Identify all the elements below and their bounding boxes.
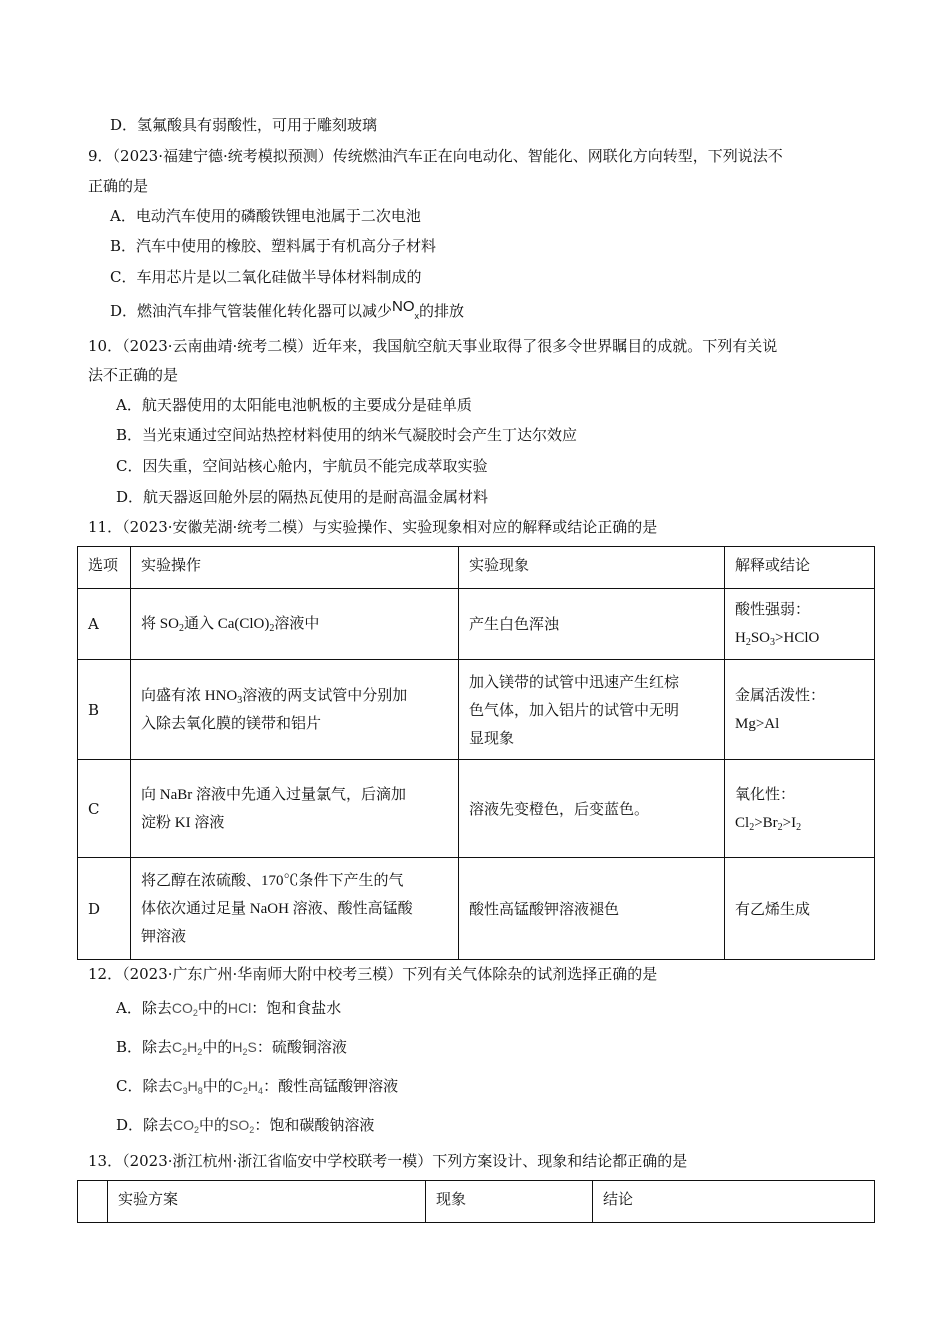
q9-option-c: C．车用芯片是以二氧化硅做半导体材料制成的	[110, 268, 422, 286]
row-operation: 向盛有浓 $HNO_3$溶液的两支试管中分别加 入除去氧化膜的镁带和铝片	[131, 660, 459, 760]
row-phenomenon: 溶液先变橙色，后变蓝色。	[459, 760, 725, 858]
header-phenomenon: 实验现象	[459, 547, 725, 589]
header-plan: 实验方案	[108, 1181, 426, 1223]
q9-option-a: A．电动汽车使用的磷酸铁锂电池属于二次电池	[110, 207, 421, 225]
header-operation: 实验操作	[131, 547, 459, 589]
table-row	[78, 858, 875, 960]
table-header-row	[78, 1181, 875, 1223]
q12-option-b: B．除去$C_2H_2$中的$H_2S$：硫酸铜溶液	[116, 1038, 347, 1057]
row-option: B	[78, 660, 131, 760]
q13-table	[77, 1180, 875, 1223]
q10-option-a: A．航天器使用的太阳能电池帆板的主要成分是硅单质	[116, 396, 472, 414]
q9-option-b: B．汽车中使用的橡胶、塑料属于有机高分子材料	[110, 237, 437, 255]
header-blank	[78, 1181, 108, 1223]
row-conclusion: 有乙烯生成	[725, 858, 875, 960]
row-phenomenon: 产生白色浑浊	[459, 589, 725, 660]
q12-option-c: C．除去$C_3H_8$中的$C_2H_4$：酸性高锰酸钾溶液	[116, 1077, 399, 1096]
row-operation: 向 NaBr 溶液中先通入过量氯气，后滴加 淀粉 KI 溶液	[131, 760, 459, 858]
q10-stem-cont: 法不正确的是	[88, 366, 179, 384]
row-phenomenon: 加入镁带的试管中迅速产生红棕 色气体，加入铝片的试管中无明 显现象	[459, 660, 725, 760]
row-option: C	[78, 760, 131, 858]
q11-table	[77, 546, 875, 960]
table-row	[78, 660, 875, 760]
q10-option-c: C．因失重，空间站核心舱内，宇航员不能完成萃取实验	[116, 457, 488, 475]
q9-option-d: D．燃油汽车排气管装催化转化器可以减少$NO_x$的排放	[110, 298, 465, 321]
q8-option-d: D．氢氟酸具有弱酸性，可用于雕刻玻璃	[110, 116, 378, 134]
table-header-row	[78, 547, 875, 589]
row-option: A	[78, 589, 131, 660]
row-operation: 将乙醇在浓硫酸、170℃条件下产生的气 体依次通过足量 NaOH 溶液、酸性高锰酸 钾溶液	[131, 858, 459, 960]
row-conclusion: 氧化性： $Cl_2>Br_2>I_2$	[725, 760, 875, 858]
q11-stem: 11．（2023·安徽芜湖·统考二模）与实验操作、实验现象相对应的解释或结论正确的是	[88, 518, 658, 536]
row-conclusion: 酸性强弱： $H_2SO_3>HClO$	[725, 589, 875, 660]
q10-option-d: D．航天器返回舱外层的隔热瓦使用的是耐高温金属材料	[116, 488, 489, 506]
row-option: D	[78, 858, 131, 960]
q12-stem: 12．（2023·广东广州·华南师大附中校考三模）下列有关气体除杂的试剂选择正确的是	[88, 965, 658, 983]
q13-stem: 13．（2023·浙江杭州·浙江省临安中学校联考一模）下列方案设计、现象和结论都正确的是	[88, 1152, 688, 1170]
q10-option-b: B．当光束通过空间站热控材料使用的纳米气凝胶时会产生丁达尔效应	[116, 426, 578, 444]
header-option: 选项	[78, 547, 131, 589]
row-conclusion: 金属活泼性： Mg>Al	[725, 660, 875, 760]
q10-stem: 10．（2023·云南曲靖·统考二模）近年来，我国航空航天事业取得了很多令世界瞩目的成就。下列有关说	[88, 337, 778, 355]
q9-stem: 9．（2023·福建宁德·统考模拟预测）传统燃油汽车正在向电动化、智能化、网联化方向转型，下列说法不	[88, 147, 783, 165]
table-row	[78, 760, 875, 858]
q9-stem-cont: 正确的是	[88, 177, 149, 195]
nox-formula: $NO_x$	[392, 298, 420, 321]
header-phenomenon: 现象	[426, 1181, 593, 1223]
header-conclusion: 解释或结论	[725, 547, 875, 589]
row-operation: 将 $SO_2$通入 $Ca(ClO)_2$溶液中	[131, 589, 459, 660]
table-row	[78, 589, 875, 660]
row-phenomenon: 酸性高锰酸钾溶液褪色	[459, 858, 725, 960]
header-conclusion: 结论	[593, 1181, 875, 1223]
q12-option-d: D．除去$CO_2$中的$SO_2$：饱和碳酸钠溶液	[116, 1116, 375, 1135]
q12-option-a: A．除去$CO_2$中的HCl：饱和食盐水	[116, 999, 342, 1018]
